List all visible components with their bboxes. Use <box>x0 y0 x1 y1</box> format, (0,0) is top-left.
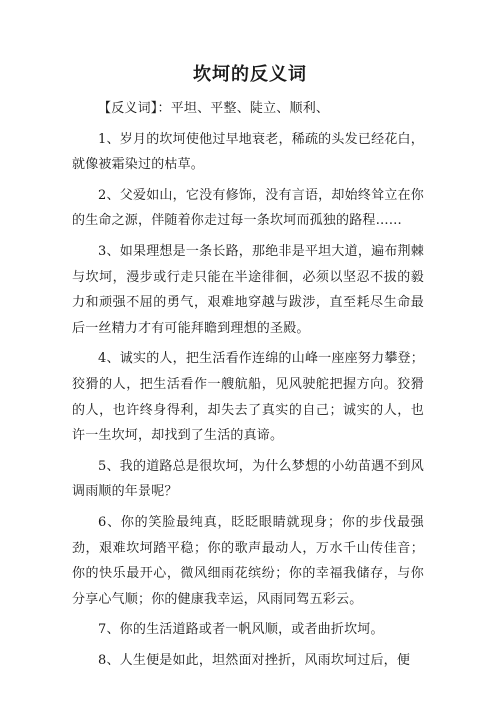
paragraph-7: 7、你的生活道路或者一帆风顺，或者曲折坎坷。 <box>98 622 384 638</box>
paragraph-5: 5、我的道路总是很坎坷，为什么梦想的小幼苗遇不到风调雨顺的年景呢？ <box>72 458 424 500</box>
document-body <box>72 96 424 678</box>
document-title: 坎坷的反义词 <box>193 64 307 85</box>
paragraph-1: 1、岁月的坎坷使他过早地衰老，稀疏的头发已经花白，就像被霜染过的枯草。 <box>72 131 424 173</box>
paragraph-6: 6、你的笑脸最纯真，眨眨眼睛就现身；你的步伐最强劲，艰难坎坷踏平稳；你的歌声最动人，万水千山传佳音；你的快乐最开心，微风细雨花缤纷；你的幸福我储存，与你分享心气顺；你的健康我幸运，风雨同驾五彩云。 <box>72 514 424 607</box>
paragraph-2: 2、父爱如山，它没有修饰，没有言语，却始终耸立在你的生命之源，伴随着你走过每一条坎坷而孤独的路程…… <box>72 187 424 229</box>
paragraph-antonyms: 【反义词】：平坦、平整、陡立、顺利、 <box>98 101 330 116</box>
paragraph-8: 8、人生便是如此，坦然面对挫折，风雨坎坷过后，便 <box>98 652 411 668</box>
paragraph-4: 4、诚实的人，把生活看作连绵的山峰一座座努力攀登；狡猾的人，把生活看作一艘航船，见风驶舵把握方向。狡猾的人，也许终身得利，却失去了真实的自己；诚实的人，也许一生坎坷，却找到了生活的真谛。 <box>72 351 424 444</box>
paragraph-3: 3、如果理想是一条长路，那绝非是平坦大道，遍布荆棘与坎坷，漫步或行走只能在半途徘徊，必须以坚忍不拔的毅力和顽强不屈的勇气，艰难地穿越与跋涉，直至耗尽生命最后一丝精力才有可能拜瞻到理想的圣殿。 <box>72 243 424 336</box>
